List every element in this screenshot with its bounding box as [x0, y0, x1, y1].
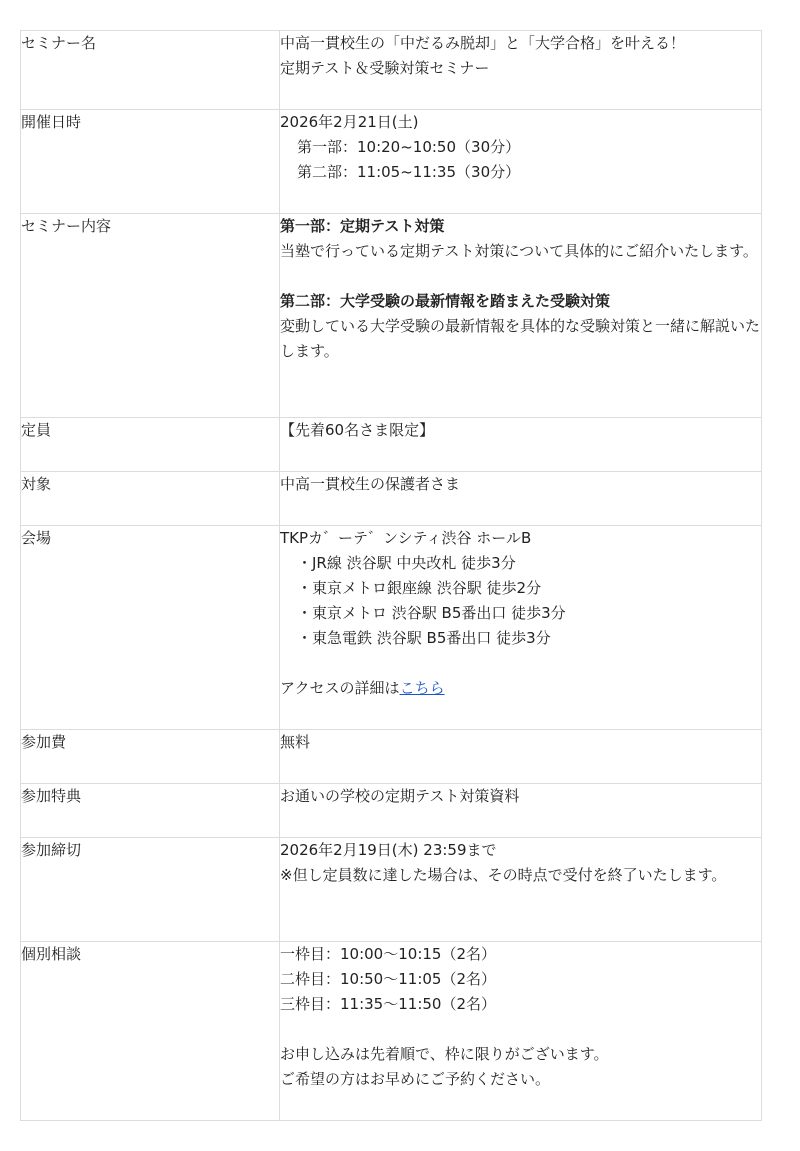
bonus-label: 参加特典	[21, 784, 280, 838]
session-2-time: 第二部：11:05~11:35（30分）	[297, 163, 521, 181]
seminar-name-line-1: 中高一貫校生の「中だるみ脱却」と「大学合格」を叶える！	[280, 34, 686, 52]
content-spacer	[280, 264, 761, 289]
seminar-name-line-2: 定期テスト＆受験対策セミナー	[280, 59, 490, 77]
part-2-heading: 第二部：大学受験の最新情報を踏まえた受験対策	[280, 292, 611, 310]
consultation-slot-2: 二枠目：10:50〜11:05（2名）	[280, 970, 496, 988]
table-row-consultation	[21, 942, 762, 1121]
capacity-label: 定員	[21, 418, 280, 472]
seminar-content-label: セミナー内容	[21, 214, 280, 418]
consultation-slot-1: 一枠目：10:00〜10:15（2名）	[280, 945, 496, 963]
fee-text: 無料	[280, 733, 311, 751]
bonus-text: お通いの学校の定期テスト対策資料	[280, 787, 520, 805]
event-date: 2026年2月21日(土)	[280, 113, 419, 131]
deadline-date: 2026年2月19日(木) 23:59まで	[280, 841, 497, 859]
access-line-metro: ・東京メトロ 渋谷駅 B5番出口 徒歩3分	[297, 604, 566, 622]
table-row-venue	[21, 526, 762, 730]
venue-label: 会場	[21, 526, 280, 730]
bonus-value	[280, 784, 762, 838]
table-row-bonus	[21, 784, 762, 838]
part-1-description: 当塾で行っている定期テスト対策について具体的にご紹介いたします。	[280, 242, 758, 260]
consultation-value	[280, 942, 762, 1121]
deadline-label: 参加締切	[21, 838, 280, 942]
consultation-label: 個別相談	[21, 942, 280, 1121]
table-row-fee	[21, 730, 762, 784]
seminar-content-value	[280, 214, 762, 418]
seminar-info-sheet	[20, 30, 762, 1121]
venue-spacer	[280, 651, 761, 676]
table-row-capacity	[21, 418, 762, 472]
date-time-value	[280, 110, 762, 214]
venue-name: TKPカ゛ーテ゛ンシティ渋谷 ホールB	[280, 529, 532, 547]
date-time-label: 開催日時	[21, 110, 280, 214]
access-line-jr: ・JR線 渋谷駅 中央改札 徒歩3分	[297, 554, 516, 572]
seminar-name-value	[280, 31, 762, 110]
access-detail-link[interactable]: こちら	[399, 679, 445, 697]
consultation-slot-3: 三枠目：11:35〜11:50（2名）	[280, 995, 496, 1013]
table-row-seminar-name	[21, 31, 762, 110]
table-row-seminar-content	[21, 214, 762, 418]
access-detail-prefix: アクセスの詳細は	[280, 679, 400, 697]
target-text: 中高一貫校生の保護者さま	[280, 475, 461, 493]
target-label: 対象	[21, 472, 280, 526]
deadline-value	[280, 838, 762, 942]
capacity-value	[280, 418, 762, 472]
table-row-date-time	[21, 110, 762, 214]
seminar-name-label: セミナー名	[21, 31, 280, 110]
venue-value	[280, 526, 762, 730]
access-line-ginza: ・東京メトロ銀座線 渋谷駅 徒歩2分	[297, 579, 542, 597]
seminar-info-table	[20, 30, 762, 1121]
access-detail	[280, 676, 761, 701]
access-line-tokyu: ・東急電鉄 渋谷駅 B5番出口 徒歩3分	[297, 629, 551, 647]
part-2-description: 変動している大学受験の最新情報を具体的な受験対策と一緒に解説いたします。	[280, 317, 761, 360]
fee-label: 参加費	[21, 730, 280, 784]
part-1-heading: 第一部：定期テスト対策	[280, 217, 445, 235]
fee-value	[280, 730, 762, 784]
target-value	[280, 472, 762, 526]
table-row-deadline	[21, 838, 762, 942]
consultation-note-2: ご希望の方はお早めにご予約ください。	[280, 1070, 551, 1088]
consultation-spacer	[280, 1017, 761, 1042]
deadline-note: ※但し定員数に達した場合は、その時点で受付を終了いたします。	[280, 866, 727, 884]
capacity-text: 【先着60名さま限定】	[280, 421, 435, 439]
consultation-note-1: お申し込みは先着順で、枠に限りがございます。	[280, 1045, 609, 1063]
session-1-time: 第一部：10:20~10:50（30分）	[297, 138, 521, 156]
table-row-target	[21, 472, 762, 526]
